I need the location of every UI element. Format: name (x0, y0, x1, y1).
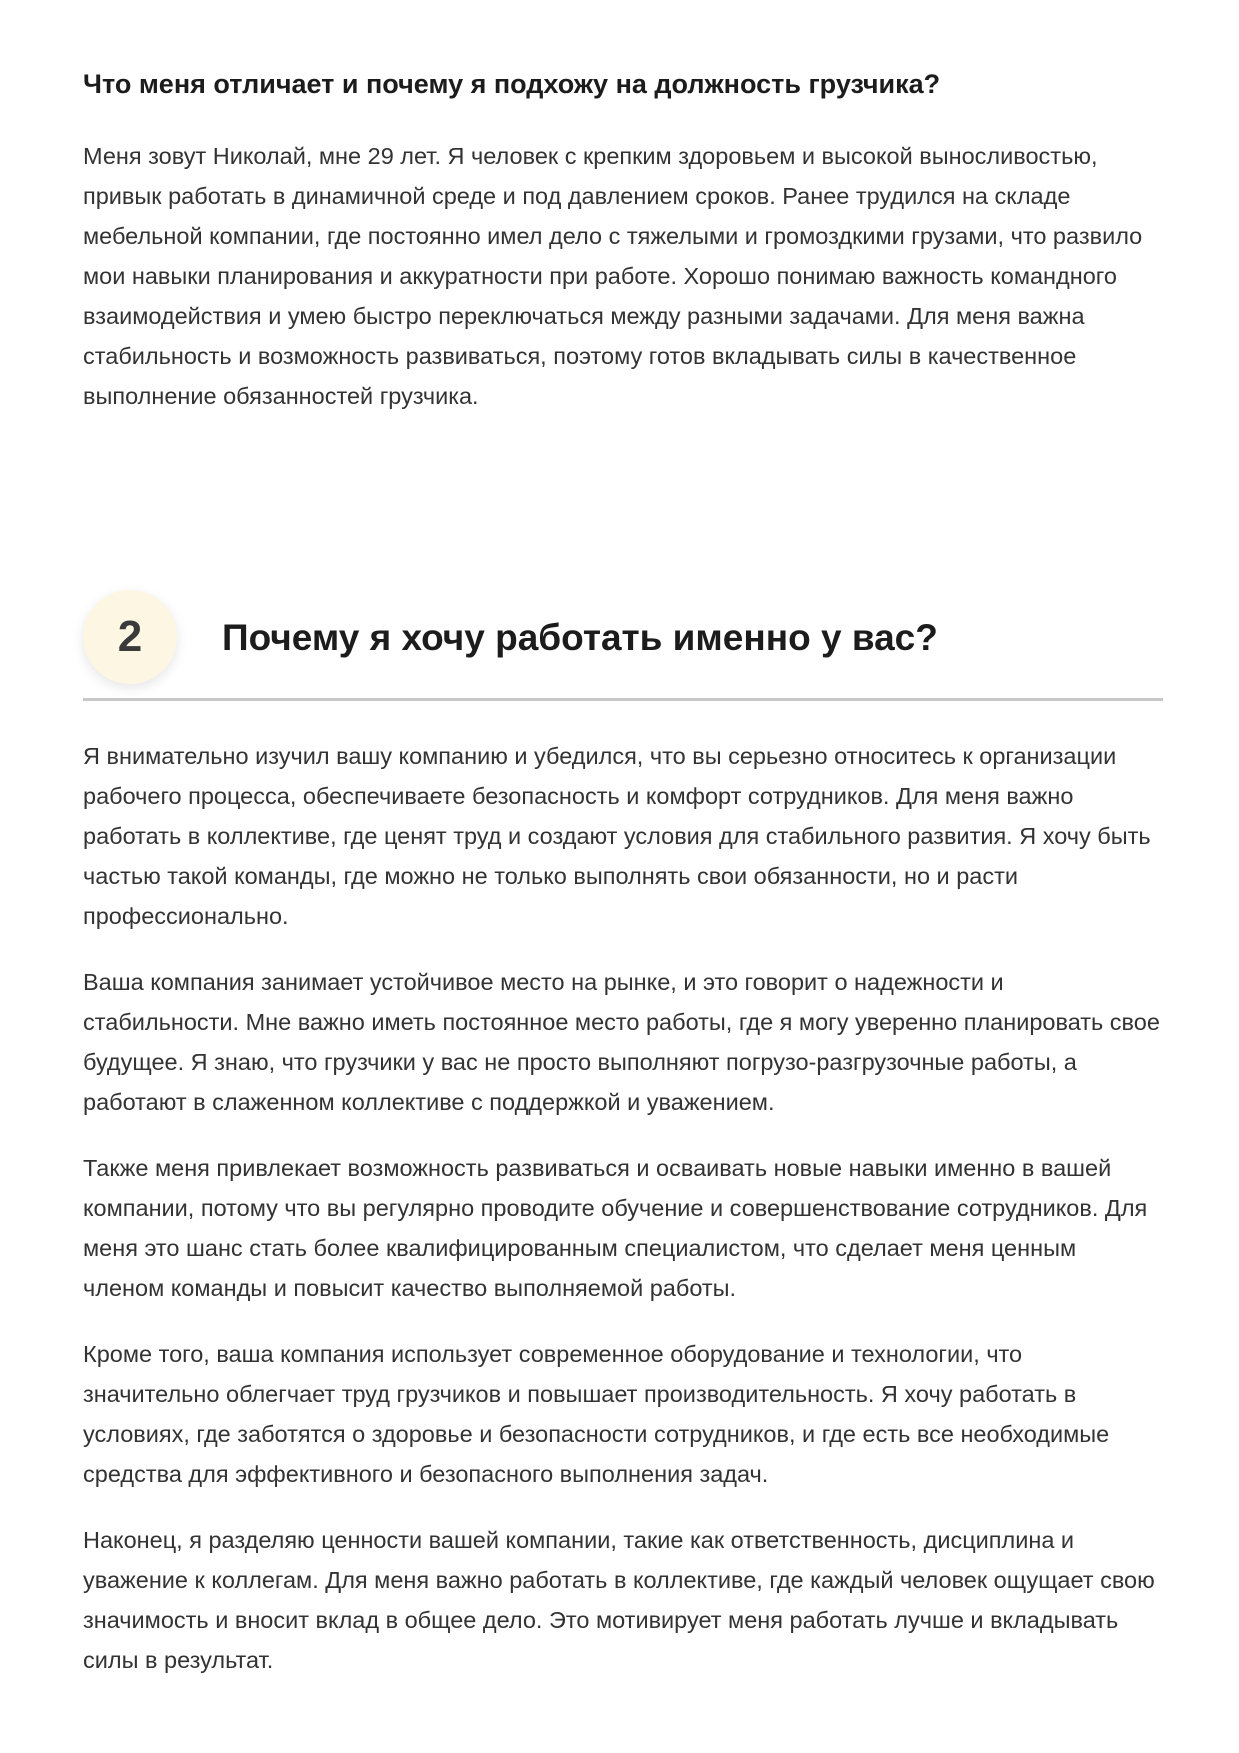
body-paragraph: Наконец, я разделяю ценности вашей компании, такие как ответственность, дисциплина и уважение к коллегам. Для меня важно работать в коллективе, где каждый человек ощущает свою значимость и вносит вклад в общее дело. Это мотивирует меня работать лучше и вкладывать силы в результат. (83, 1527, 1155, 1673)
body-paragraph: Кроме того, ваша компания использует современное оборудование и технологии, что значительно облегчает труд грузчиков и повышает производительность. Я хочу работать в условиях, где заботятся о здоровье и безопасности сотрудников, и где есть все необходимые средства для эффективного и безопасного выполнения задач. (83, 1341, 1110, 1487)
intro-paragraph: Меня зовут Николай, мне 29 лет. Я человек с крепким здоровьем и высокой выносливостью, привык работать в динамичной среде и под давлением сроков. Ранее трудился на складе мебельной компании, где постоянно имел дело с тяжелыми и громоздкими грузами, что развило мои навыки планирования и аккуратности при работе. Хорошо понимаю важность командного взаимодействия и умею быстро переключаться между разными задачами. Для меня важна стабильность и возможность развиваться, поэтому готов вкладывать силы в качественное выполнение обязанностей грузчика. (83, 143, 1143, 409)
body-paragraph: Я внимательно изучил вашу компанию и убедился, что вы серьезно относитесь к организации рабочего процесса, обеспечиваете безопасность и комфорт сотрудников. Для меня важно работать в коллективе, где ценят труд и создают условия для стабильного развития. Я хочу быть частью такой команды, где можно не только выполнять свои обязанности, но и расти профессионально. (83, 743, 1151, 929)
section-title: Почему я хочу работать именно у вас? (222, 617, 938, 658)
section-number-badge: 2 (83, 590, 177, 684)
body-paragraph: Также меня привлекает возможность развиваться и осваивать новые навыки именно в вашей компании, потому что вы регулярно проводите обучение и совершенствование сотрудников. Для меня это шанс стать более квалифицированным специалистом, что сделает меня ценным членом команды и повысит качество выполняемой работы. (83, 1155, 1148, 1301)
section-body (83, 736, 1163, 1706)
intro-heading: Что меня отличает и почему я подхожу на должность грузчика? (83, 69, 941, 99)
body-paragraph: Ваша компания занимает устойчивое место на рынке, и это говорит о надежности и стабильности. Мне важно иметь постоянное место работы, где я могу уверенно планировать свое будущее. Я знаю, что грузчики у вас не просто выполняют погрузо-разгрузочные работы, а работают в слаженном коллективе с поддержкой и уважением. (83, 969, 1160, 1115)
section-header (83, 590, 1163, 701)
